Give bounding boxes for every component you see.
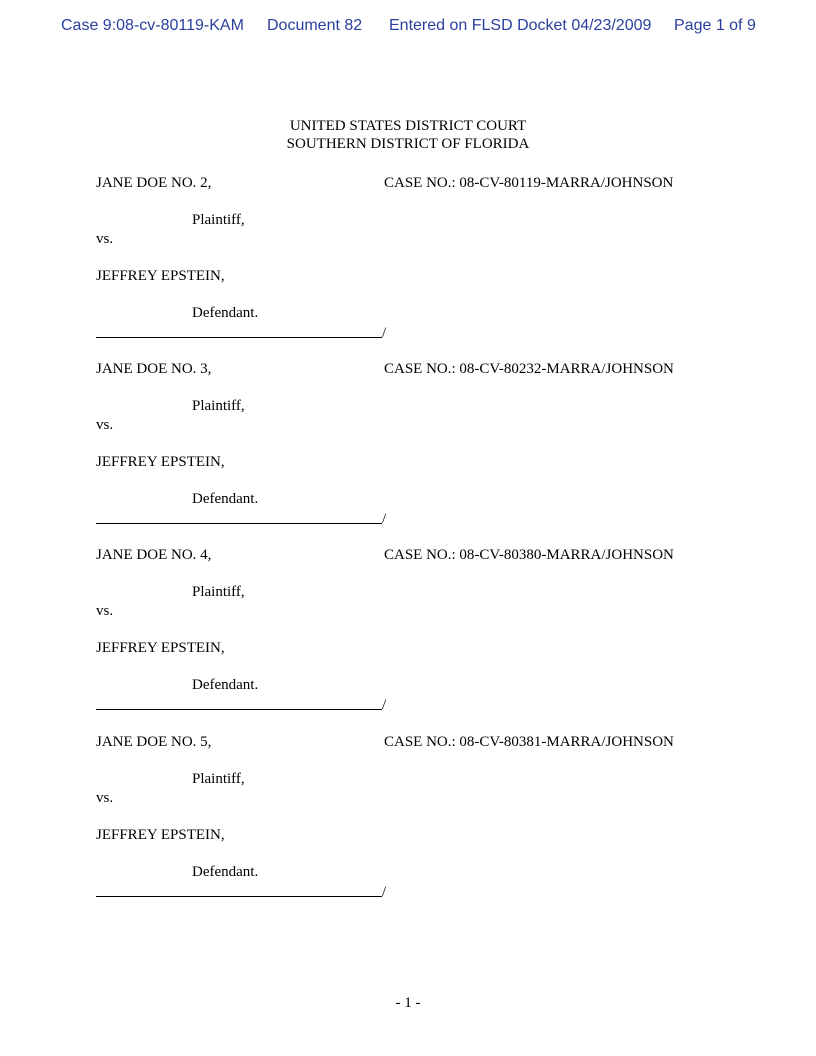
defendant-role: Defendant. [192, 864, 259, 880]
defendant-role: Defendant. [192, 491, 259, 507]
defendant-name: JEFFREY EPSTEIN, [96, 640, 225, 656]
caption-slash: / [382, 884, 387, 900]
caption-slash: / [382, 325, 387, 341]
caption-rule [96, 896, 382, 897]
plaintiff-name: JANE DOE NO. 5, [96, 734, 212, 750]
plaintiff-role: Plaintiff, [192, 398, 245, 414]
case-number: CASE NO.: 08-CV-80119-MARRA/JOHNSON [384, 175, 674, 191]
defendant-name: JEFFREY EPSTEIN, [96, 268, 225, 284]
caption-slash: / [382, 697, 387, 713]
versus-label: vs. [96, 603, 114, 619]
case-caption [0, 360, 816, 546]
plaintiff-role: Plaintiff, [192, 584, 245, 600]
versus-label: vs. [96, 231, 114, 247]
docket-document-number: Document 82 [267, 17, 363, 34]
case-caption [0, 174, 816, 360]
plaintiff-name: JANE DOE NO. 3, [96, 361, 212, 377]
case-caption [0, 546, 816, 732]
plaintiff-role: Plaintiff, [192, 771, 245, 787]
defendant-name: JEFFREY EPSTEIN, [96, 454, 225, 470]
court-district: SOUTHERN DISTRICT OF FLORIDA [286, 136, 530, 152]
versus-label: vs. [96, 417, 114, 433]
defendant-name: JEFFREY EPSTEIN, [96, 827, 225, 843]
court-name: UNITED STATES DISTRICT COURT [289, 118, 527, 134]
docket-case-number: Case 9:08-cv-80119-KAM [61, 17, 244, 34]
defendant-role: Defendant. [192, 305, 259, 321]
case-number: CASE NO.: 08-CV-80380-MARRA/JOHNSON [384, 547, 674, 563]
caption-slash: / [382, 511, 387, 527]
plaintiff-name: JANE DOE NO. 2, [96, 175, 212, 191]
court-heading [0, 117, 816, 153]
case-caption [0, 733, 816, 919]
defendant-role: Defendant. [192, 677, 259, 693]
versus-label: vs. [96, 790, 114, 806]
docket-page-count: Page 1 of 9 [674, 17, 756, 34]
plaintiff-role: Plaintiff, [192, 212, 245, 228]
page-number: - 1 - [395, 995, 421, 1011]
caption-rule [96, 523, 382, 524]
docket-entry-date: Entered on FLSD Docket 04/23/2009 [389, 17, 652, 34]
caption-rule [96, 337, 382, 338]
docket-header [0, 17, 816, 39]
case-number: CASE NO.: 08-CV-80381-MARRA/JOHNSON [384, 734, 674, 750]
case-number: CASE NO.: 08-CV-80232-MARRA/JOHNSON [384, 361, 674, 377]
caption-rule [96, 709, 382, 710]
plaintiff-name: JANE DOE NO. 4, [96, 547, 212, 563]
